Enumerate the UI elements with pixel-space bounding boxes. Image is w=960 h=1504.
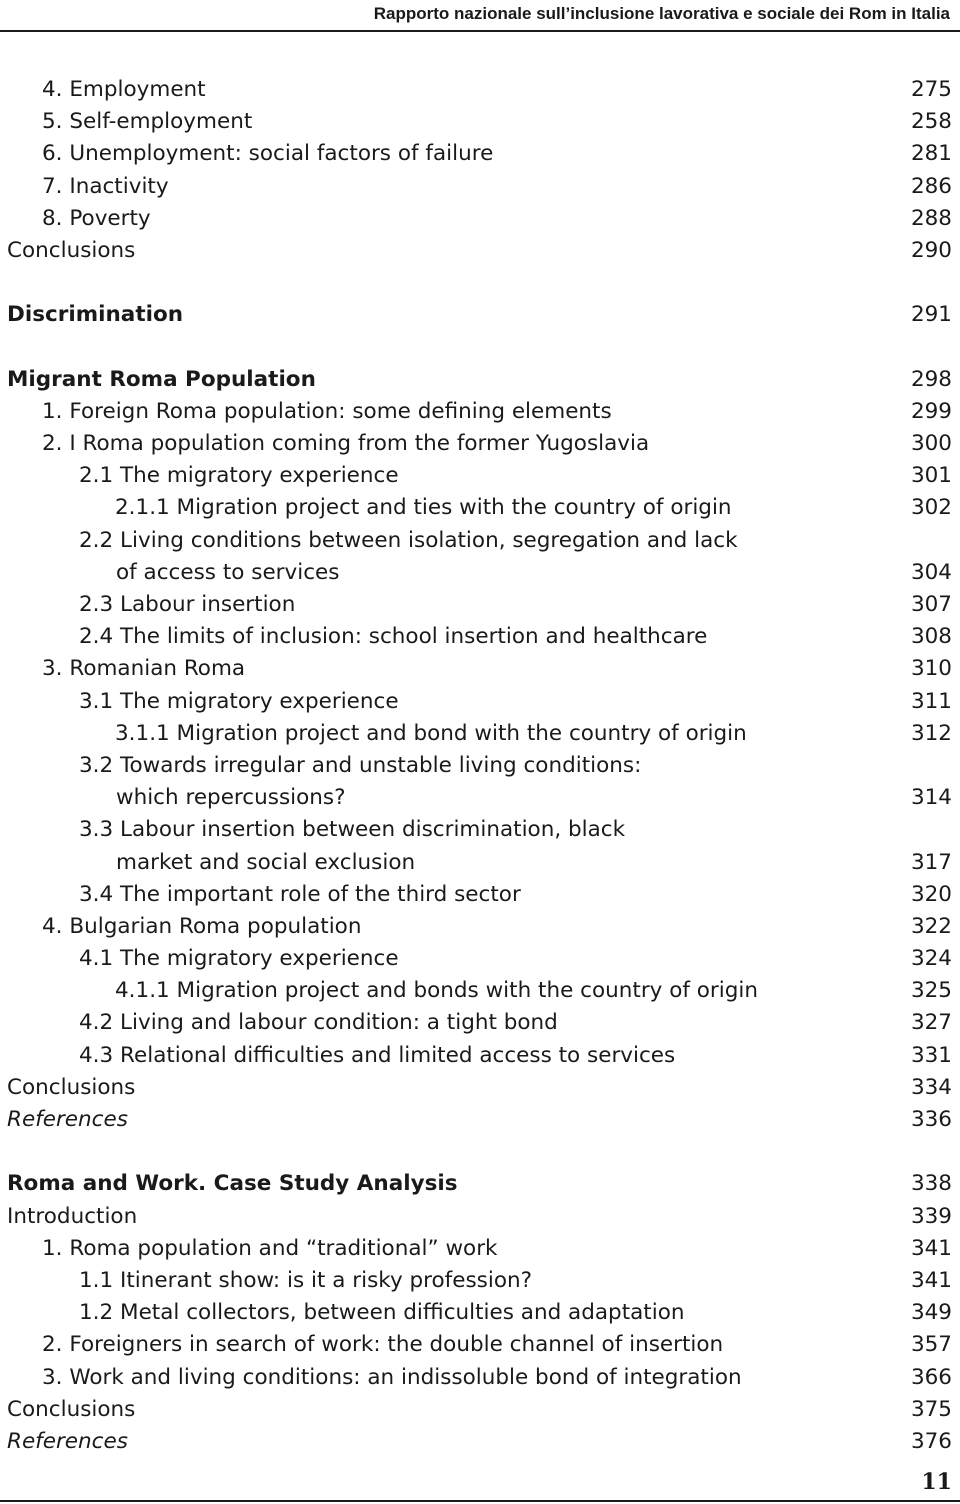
table-of-contents xyxy=(7,74,952,1458)
toc-entry xyxy=(7,1072,952,1104)
toc-entry-title: 1. Roma population and “traditional” work xyxy=(42,1235,498,1261)
toc-entry xyxy=(7,203,952,235)
toc-entry-title: Conclusions xyxy=(7,1074,136,1100)
toc-entry-title: 1. Foreign Roma population: some defining elements xyxy=(42,398,612,424)
toc-entry-title: 1.1 Itinerant show: is it a risky profession? xyxy=(79,1267,533,1293)
toc-entry xyxy=(7,621,952,653)
toc-entry-title: 4. Employment xyxy=(42,77,206,102)
toc-entry xyxy=(7,364,952,396)
toc-entry xyxy=(7,1201,952,1233)
toc-entry-title: Roma and Work. Case Study Analysis xyxy=(7,1171,458,1197)
toc-entry-title: 3.1 The migratory experience xyxy=(79,688,399,714)
toc-entry-title: 6. Unemployment: social factors of failure xyxy=(42,141,494,167)
toc-entry-page: 336 xyxy=(910,1107,952,1132)
toc-entry-page: 349 xyxy=(910,1300,952,1326)
toc-entry-title: 2. I Roma population coming from the former Yugoslavia xyxy=(42,431,650,457)
toc-entry xyxy=(7,1104,952,1136)
page-number: 11 xyxy=(921,1469,952,1495)
toc-entry-page: 290 xyxy=(910,237,952,263)
toc-entry-page: 366 xyxy=(910,1364,952,1390)
toc-entry xyxy=(7,1362,952,1394)
toc-entry-title: Conclusions xyxy=(7,237,136,263)
toc-entry xyxy=(7,1168,952,1200)
toc-entry-title: 5. Self-employment xyxy=(42,109,253,135)
toc-entry xyxy=(7,1233,952,1265)
toc-entry-page: 258 xyxy=(910,109,952,135)
toc-entry-page: 334 xyxy=(910,1074,952,1100)
toc-entry xyxy=(7,975,952,1007)
toc-entry-title: References xyxy=(7,1107,128,1132)
toc-entry xyxy=(7,396,952,428)
toc-entry-page: 339 xyxy=(910,1203,952,1229)
footer-rule xyxy=(0,1500,960,1502)
toc-entry-title: 3.1.1 Migration project and bond with the country of origin xyxy=(115,720,747,746)
toc-entry-page: 375 xyxy=(910,1396,952,1422)
toc-entry-title: Migrant Roma Population xyxy=(7,366,316,392)
toc-entry xyxy=(7,1394,952,1426)
toc-entry-title: Introduction xyxy=(7,1203,138,1229)
toc-entry-page: 302 xyxy=(910,495,952,521)
toc-entry-page: 307 xyxy=(910,592,952,617)
toc-entry-page: 308 xyxy=(910,624,952,650)
toc-entry-page: 298 xyxy=(910,366,952,392)
toc-entry-title: 2.3 Labour insertion xyxy=(79,592,296,617)
toc-entry-page: 317 xyxy=(910,849,952,875)
toc-entry-page: 281 xyxy=(910,141,952,167)
toc-entry xyxy=(7,525,952,557)
toc-entry-title: of access to services xyxy=(116,559,340,585)
toc-entry xyxy=(7,911,952,943)
toc-entry-page: 311 xyxy=(910,688,952,714)
toc-entry xyxy=(7,299,952,331)
toc-entry-title: which repercussions? xyxy=(116,785,346,811)
toc-entry-page: 314 xyxy=(910,785,952,811)
toc-entry-title: 4.3 Relational difficulties and limited access to services xyxy=(79,1042,676,1068)
toc-entry-title: 3.3 Labour insertion between discrimination, black xyxy=(79,817,626,843)
toc-entry xyxy=(7,814,952,846)
toc-entry-title: Discrimination xyxy=(7,302,184,328)
toc-entry-title: 4.1 The migratory experience xyxy=(79,946,399,972)
toc-entry xyxy=(7,718,952,750)
toc-entry xyxy=(7,1007,952,1039)
toc-entry-page: 320 xyxy=(910,881,952,907)
toc-entry xyxy=(7,943,952,975)
toc-entry-title: 3. Romanian Roma xyxy=(42,656,246,682)
toc-entry-page: 341 xyxy=(910,1267,952,1293)
toc-entry xyxy=(7,106,952,138)
toc-entry-page: 376 xyxy=(910,1428,952,1454)
toc-entry-title: 2.2 Living conditions between isolation, segregation and lack xyxy=(79,527,738,553)
toc-entry-page: 299 xyxy=(910,398,952,424)
toc-entry-title: 4.2 Living and labour condition: a tight bond xyxy=(79,1010,558,1036)
toc-entry-title: References xyxy=(7,1428,128,1454)
toc-entry-page: 327 xyxy=(910,1010,952,1036)
toc-entry xyxy=(7,686,952,718)
toc-entry-title: 8. Poverty xyxy=(42,205,151,231)
toc-entry-title: Conclusions xyxy=(7,1396,136,1422)
toc-entry-page: 322 xyxy=(910,913,952,939)
toc-entry-page: 275 xyxy=(910,77,952,102)
toc-entry xyxy=(7,492,952,524)
toc-entry-title: 1.2 Metal collectors, between difficulties and adaptation xyxy=(79,1300,685,1326)
toc-entry xyxy=(7,879,952,911)
toc-entry xyxy=(7,138,952,170)
toc-entry xyxy=(7,171,952,203)
toc-entry xyxy=(7,1426,952,1458)
toc-entry-page: 357 xyxy=(910,1332,952,1358)
toc-entry xyxy=(7,460,952,492)
toc-entry-page: 325 xyxy=(910,978,952,1004)
toc-entry-title: 7. Inactivity xyxy=(42,173,169,199)
toc-entry-page: 312 xyxy=(910,720,952,746)
toc-entry-page: 324 xyxy=(910,946,952,972)
toc-entry-page: 301 xyxy=(910,463,952,489)
toc-entry-title: 2.1.1 Migration project and ties with the country of origin xyxy=(115,495,732,521)
toc-entry-page: 286 xyxy=(910,173,952,199)
toc-entry-title: 2.1 The migratory experience xyxy=(79,463,399,489)
toc-entry-page: 288 xyxy=(910,205,952,231)
toc-entry xyxy=(7,847,952,879)
toc-entry xyxy=(7,589,952,621)
toc-entry-page: 338 xyxy=(910,1171,952,1197)
toc-entry xyxy=(7,557,952,589)
toc-entry xyxy=(7,782,952,814)
toc-entry xyxy=(7,428,952,460)
toc-entry-title: 3. Work and living conditions: an indissoluble bond of integration xyxy=(42,1364,742,1390)
toc-entry-title: 2. Foreigners in search of work: the double channel of insertion xyxy=(42,1332,724,1358)
toc-entry-page: 300 xyxy=(910,431,952,457)
toc-entry xyxy=(7,1265,952,1297)
toc-entry-title: 3.2 Towards irregular and unstable living conditions: xyxy=(79,752,642,778)
toc-entry xyxy=(7,1040,952,1072)
toc-entry-title: 3.4 The important role of the third sector xyxy=(79,881,521,907)
toc-entry-title: 4.1.1 Migration project and bonds with the country of origin xyxy=(115,978,758,1004)
running-header: Rapporto nazionale sull’inclusione lavorativa e sociale dei Rom in Italia xyxy=(373,4,950,23)
toc-entry-page: 291 xyxy=(910,302,952,328)
toc-entry-title: market and social exclusion xyxy=(116,849,416,875)
toc-entry xyxy=(7,653,952,685)
toc-entry xyxy=(7,74,952,106)
toc-entry-title: 4. Bulgarian Roma population xyxy=(42,913,362,939)
toc-entry xyxy=(7,1329,952,1361)
toc-entry-page: 304 xyxy=(910,559,952,585)
toc-entry-page: 341 xyxy=(910,1235,952,1261)
header-rule xyxy=(0,30,960,32)
toc-entry xyxy=(7,750,952,782)
toc-entry-page: 331 xyxy=(910,1042,952,1068)
toc-entry-title: 2.4 The limits of inclusion: school insertion and healthcare xyxy=(79,624,708,650)
toc-entry xyxy=(7,235,952,267)
toc-entry xyxy=(7,1297,952,1329)
toc-entry-page: 310 xyxy=(910,656,952,682)
